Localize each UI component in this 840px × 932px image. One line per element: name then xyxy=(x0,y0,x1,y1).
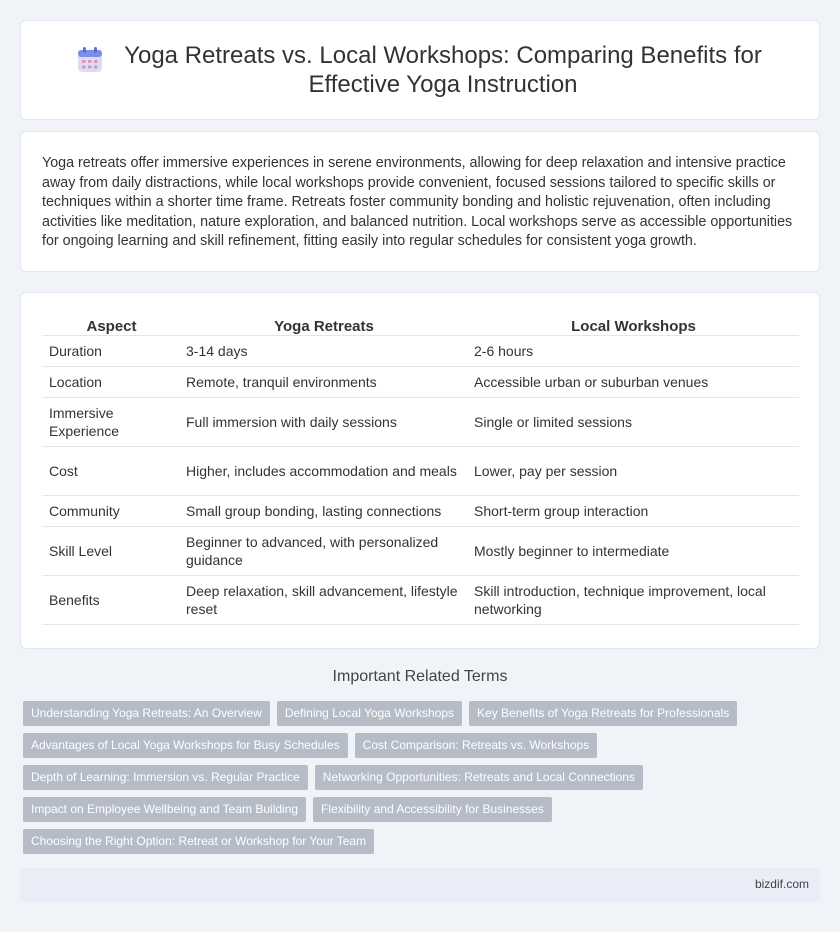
comparison-table-card xyxy=(20,292,820,649)
related-terms-tags xyxy=(23,701,823,861)
related-term-tag[interactable]: Flexibility and Accessibility for Businesses xyxy=(313,797,552,822)
related-term-tag[interactable]: Key Benefits of Yoga Retreats for Professionals xyxy=(469,701,737,726)
table-cell: 3-14 days xyxy=(180,336,468,367)
table-row xyxy=(43,447,799,496)
table-cell: Accessible urban or suburban venues xyxy=(468,367,799,398)
table-cell: Community xyxy=(43,496,180,527)
related-term-tag[interactable]: Cost Comparison: Retreats vs. Workshops xyxy=(355,733,598,758)
table-cell: Remote, tranquil environments xyxy=(180,367,468,398)
column-header-aspect: Aspect xyxy=(43,313,180,336)
footer-brand[interactable]: bizdif.com xyxy=(754,877,809,891)
table-cell: Duration xyxy=(43,336,180,367)
related-term-tag[interactable]: Networking Opportunities: Retreats and Local Connections xyxy=(315,765,643,790)
table-header-row xyxy=(43,313,799,336)
table-cell: Skill Level xyxy=(43,527,180,576)
footer xyxy=(20,868,820,902)
table-row xyxy=(43,576,799,625)
related-term-tag[interactable]: Choosing the Right Option: Retreat or Workshop for Your Team xyxy=(23,829,374,854)
table-row xyxy=(43,527,799,576)
table-cell: Immersive Experience xyxy=(43,398,180,447)
table-row xyxy=(43,336,799,367)
comparison-table xyxy=(43,313,799,625)
intro-card xyxy=(20,131,820,272)
column-header-local-workshops: Local Workshops xyxy=(468,313,799,336)
table-cell: Lower, pay per session xyxy=(468,447,799,496)
related-term-tag[interactable]: Advantages of Local Yoga Workshops for Busy Schedules xyxy=(23,733,348,758)
table-cell: Beginner to advanced, with personalized guidance xyxy=(180,527,468,576)
page-title: Yoga Retreats vs. Local Workshops: Comparing Benefits for Effective Yoga Instruction xyxy=(124,42,762,98)
table-row xyxy=(43,367,799,398)
intro-paragraph: Yoga retreats offer immersive experiences in serene environments, allowing for deep relaxation and intensive practice away from daily distractions, while local workshops provide convenient, focused sessions tailored to specific skills or techniques within a shorter time frame. Retreats foster community bonding and holistic rejuvenation, often including activities like meditation, nature exploration, and balanced nutrition. Local workshops serve as accessible opportunities for ongoing learning and skill refinement, fitting easily into regular schedules for consistent yoga growth. xyxy=(42,155,793,250)
table-cell: Benefits xyxy=(43,576,180,625)
header-card xyxy=(20,20,820,120)
table-cell: Small group bonding, lasting connections xyxy=(180,496,468,527)
table-cell: Full immersion with daily sessions xyxy=(180,398,468,447)
table-cell: Single or limited sessions xyxy=(468,398,799,447)
related-term-tag[interactable]: Impact on Employee Wellbeing and Team Building xyxy=(23,797,306,822)
table-row xyxy=(43,496,799,527)
related-term-tag[interactable]: Depth of Learning: Immersion vs. Regular Practice xyxy=(23,765,308,790)
related-terms-title: Important Related Terms xyxy=(332,668,508,685)
table-cell: Deep relaxation, skill advancement, lifestyle reset xyxy=(180,576,468,625)
table-cell: Short-term group interaction xyxy=(468,496,799,527)
table-row xyxy=(43,398,799,447)
related-term-tag[interactable]: Understanding Yoga Retreats: An Overview xyxy=(23,701,270,726)
table-cell: 2-6 hours xyxy=(468,336,799,367)
table-cell: Skill introduction, technique improvement, local networking xyxy=(468,576,799,625)
table-cell: Cost xyxy=(43,447,180,496)
table-cell: Higher, includes accommodation and meals xyxy=(180,447,468,496)
related-term-tag[interactable]: Defining Local Yoga Workshops xyxy=(277,701,462,726)
calendar-icon xyxy=(77,47,103,73)
table-cell: Mostly beginner to intermediate xyxy=(468,527,799,576)
column-header-yoga-retreats: Yoga Retreats xyxy=(180,313,468,336)
table-cell: Location xyxy=(43,367,180,398)
